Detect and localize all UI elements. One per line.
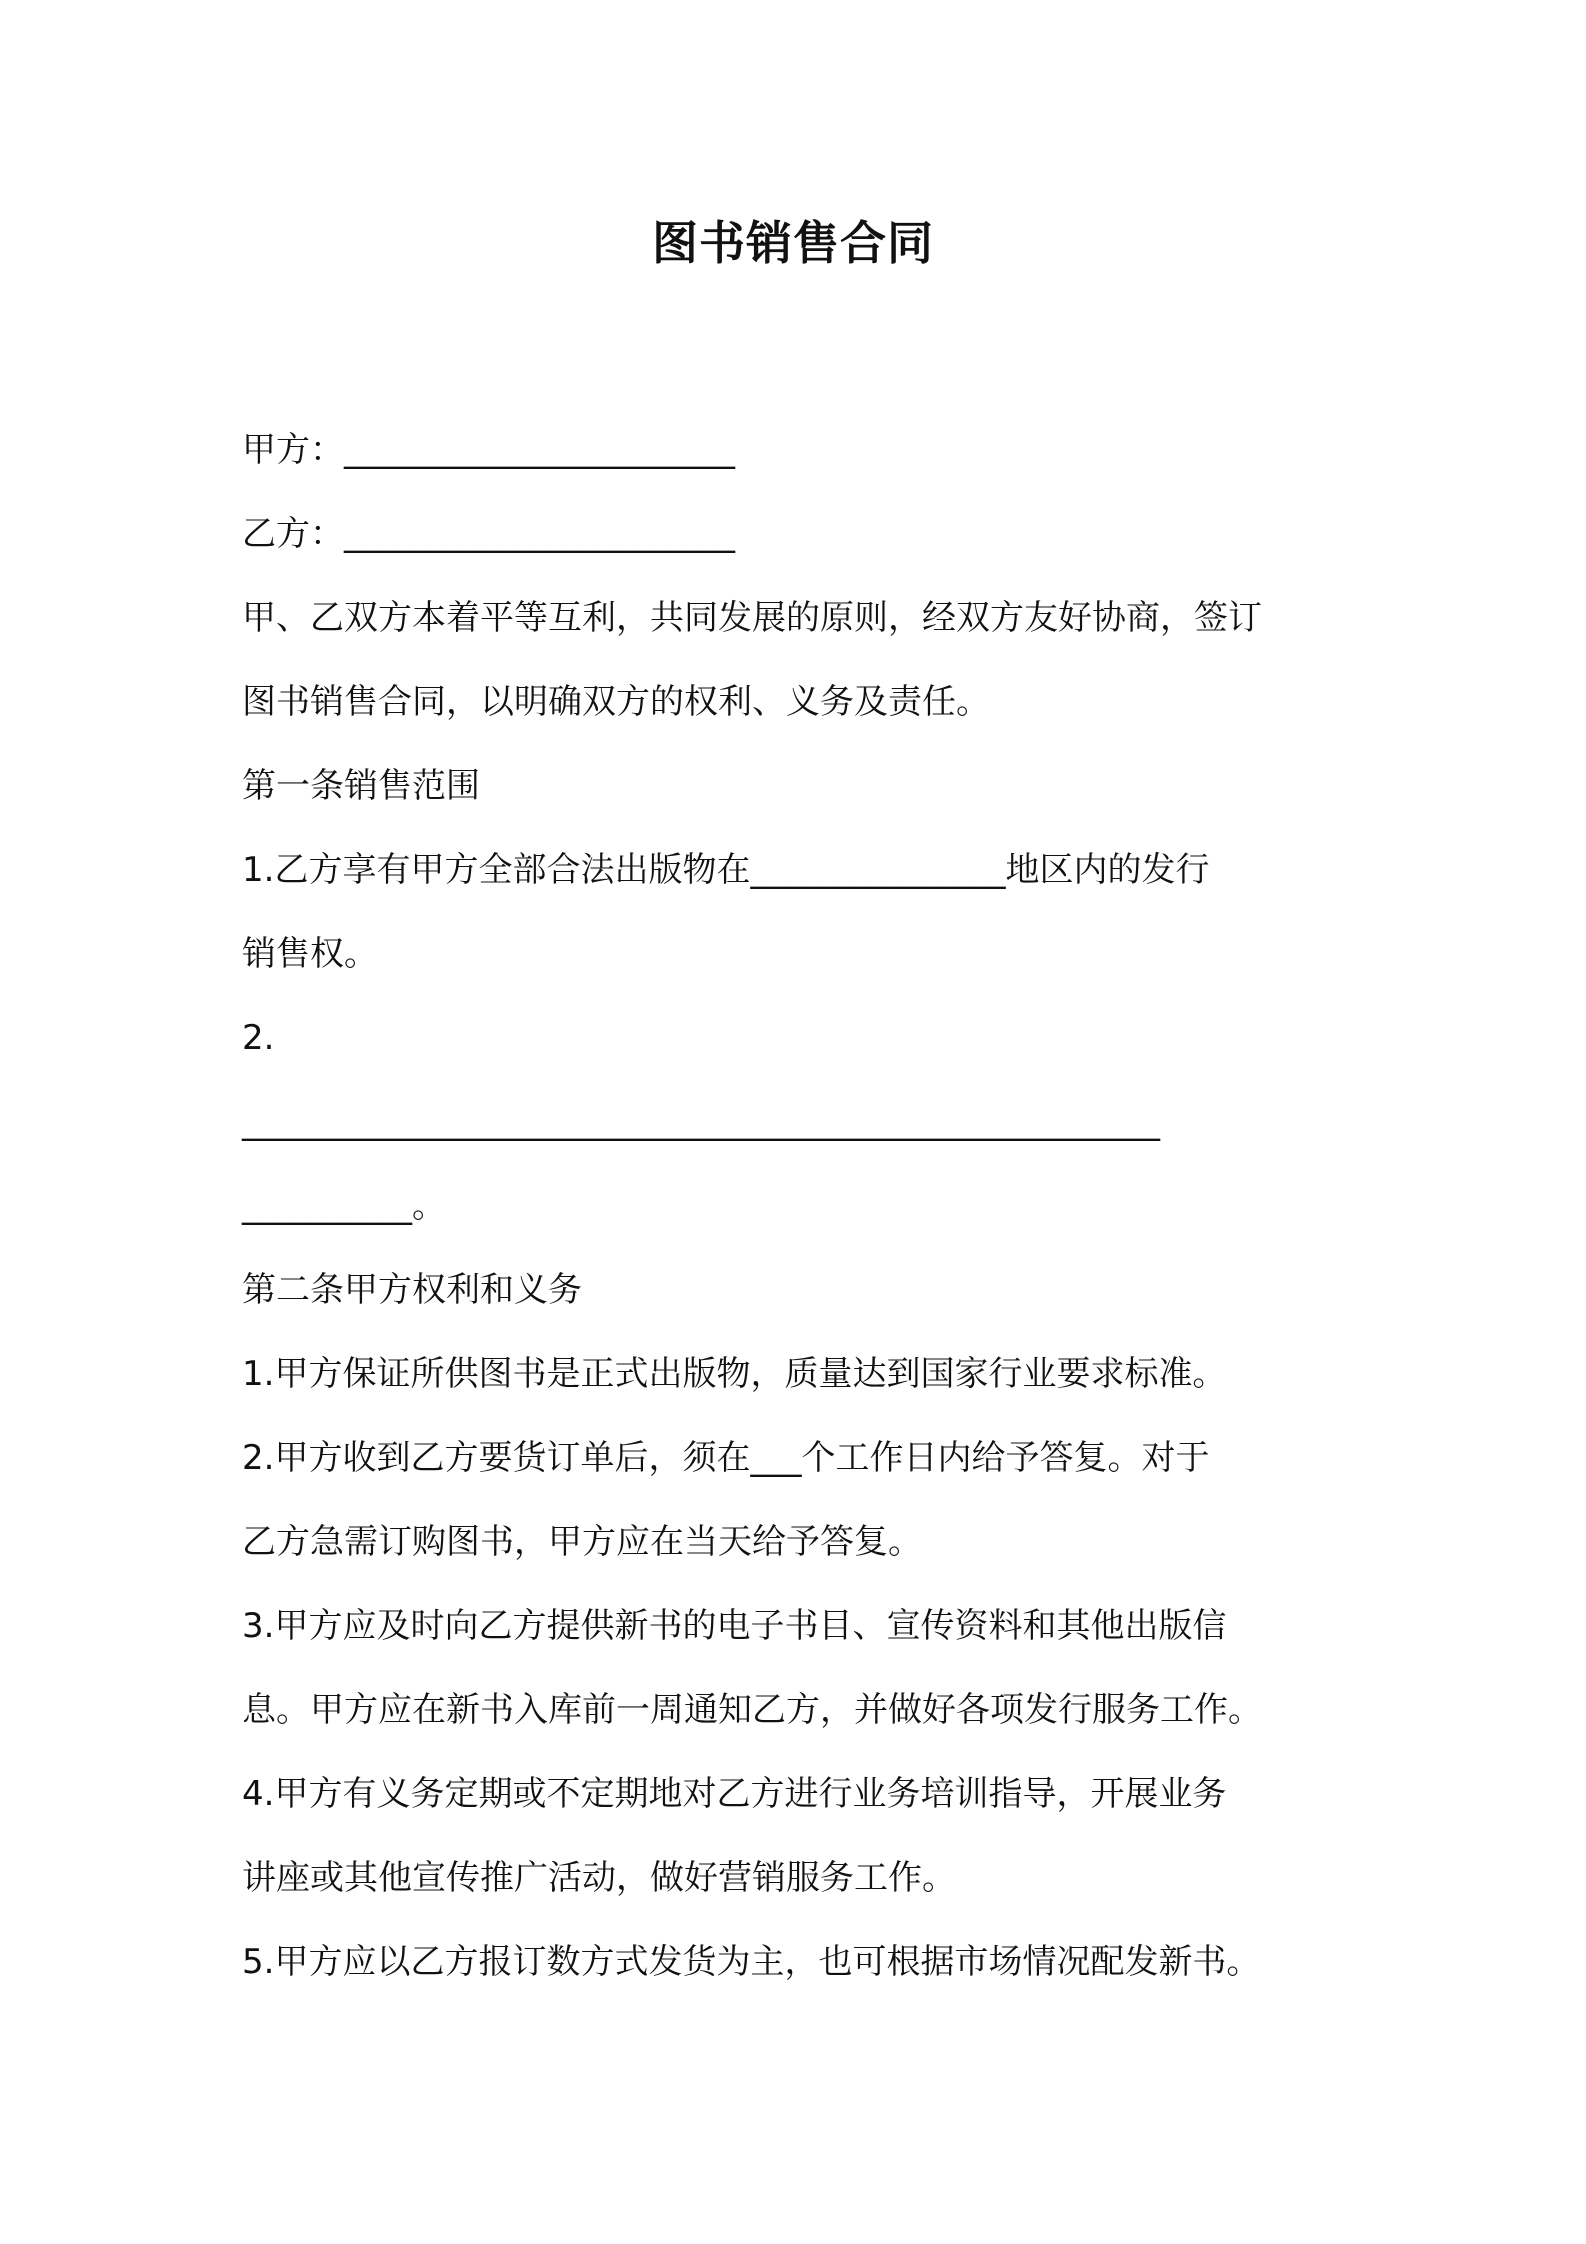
- article-2-item-2-line-2: 乙方急需订购图书，甲方应在当天给予答复。: [242, 1522, 922, 1562]
- article-2-item-3-line-1: 3.甲方应及时向乙方提供新书的电子书目、宣传资料和其他出版信: [242, 1606, 1227, 1646]
- party-b-line: 乙方：_______________________: [242, 514, 735, 554]
- article-2-item-4-line-1: 4.甲方有义务定期或不定期地对乙方进行业务培训指导，开展业务: [242, 1774, 1227, 1814]
- party-a-line: 甲方：_______________________: [242, 430, 735, 470]
- article-2-item-4-line-2: 讲座或其他宣传推广活动，做好营销服务工作。: [242, 1858, 956, 1898]
- article-2-item-2-line-1: 2.甲方收到乙方要货订单后，须在___个工作日内给予答复。对于: [242, 1438, 1210, 1478]
- document-title: 图书销售合同: [652, 216, 934, 270]
- article-2-item-3-line-2: 息。甲方应在新书入库前一周通知乙方，并做好各项发行服务工作。: [242, 1690, 1262, 1730]
- article-1-item-2-end: __________。: [242, 1186, 446, 1226]
- article-2-heading: 第二条甲方权利和义务: [242, 1270, 582, 1310]
- article-1-heading: 第一条销售范围: [242, 766, 480, 806]
- article-2-item-5: 5.甲方应以乙方报订数方式发货为主，也可根据市场情况配发新书。: [242, 1942, 1261, 1982]
- article-1-item-1-line-2: 销售权。: [242, 934, 378, 974]
- article-1-item-2-blank: ______________________________________________________: [242, 1102, 1160, 1142]
- article-1-item-2-line-1: 2.: [242, 1018, 275, 1058]
- preamble-line-2: 图书销售合同，以明确双方的权利、义务及责任。: [242, 682, 990, 722]
- article-1-item-1-line-1: 1.乙方享有甲方全部合法出版物在_______________地区内的发行: [242, 850, 1210, 890]
- document-body: [242, 408, 1362, 2004]
- article-2-item-1: 1.甲方保证所供图书是正式出版物，质量达到国家行业要求标准。: [242, 1354, 1227, 1394]
- preamble-line-1: 甲、乙双方本着平等互利，共同发展的原则，经双方友好协商，签订: [242, 598, 1262, 638]
